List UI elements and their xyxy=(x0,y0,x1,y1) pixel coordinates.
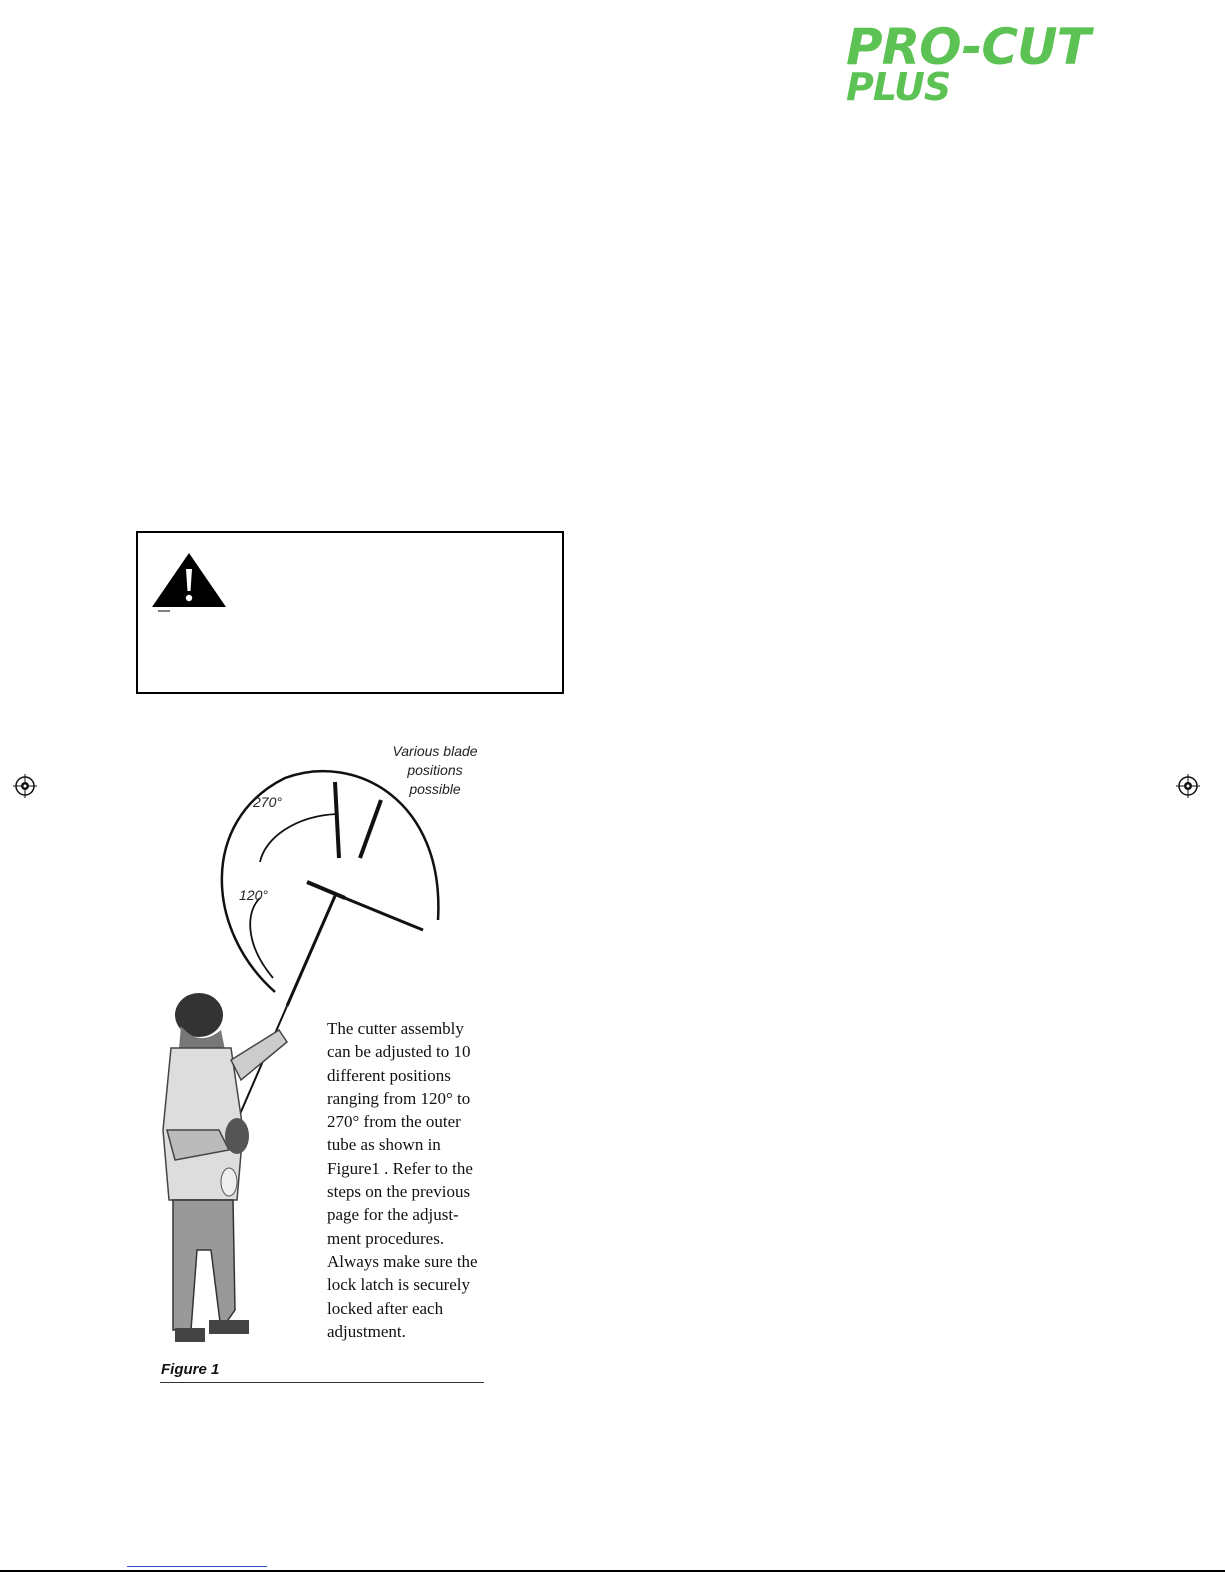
caption-line: lock latch is securely xyxy=(327,1275,471,1295)
footer-link-underline xyxy=(127,1566,267,1567)
caption-line: Figure1 . Refer to the xyxy=(327,1158,473,1178)
page-bottom-rule xyxy=(0,1570,1225,1572)
warning-triangle-icon xyxy=(150,549,228,615)
crosshair-target-icon xyxy=(13,774,37,798)
figure-caption-text xyxy=(327,1017,497,1343)
brand-logo-line2: PLUS xyxy=(846,65,951,109)
figure-label: Figure 1 xyxy=(161,1361,220,1378)
figure-rule xyxy=(160,1382,484,1383)
caption-line: ment procedures. xyxy=(327,1228,445,1248)
caption-line: 270° from the outer xyxy=(327,1112,461,1132)
angle-270-label: 270° xyxy=(253,794,282,810)
blade-positions-annotation: Various blade positions possible xyxy=(392,743,478,797)
caption-line: ranging from 120° to xyxy=(327,1088,471,1108)
caption-line: locked after each xyxy=(327,1298,444,1318)
crosshair-target-icon xyxy=(1176,774,1200,798)
brand-logo xyxy=(846,18,1106,109)
caption-line: steps on the previous xyxy=(327,1182,471,1202)
warning-box xyxy=(136,531,564,694)
caption-line: page for the adjust- xyxy=(327,1205,459,1225)
caption-line: The cutter assembly xyxy=(327,1019,464,1038)
figure-1 xyxy=(155,730,505,1410)
caption-line: different positions xyxy=(327,1065,451,1085)
caption-line: adjustment. xyxy=(327,1321,406,1341)
caption-line: can be adjusted to 10 xyxy=(327,1042,471,1062)
caption-line: tube as shown in xyxy=(327,1135,441,1155)
angle-120-label: 120° xyxy=(239,887,268,903)
caption-line: Always make sure the xyxy=(327,1251,478,1271)
brand-logo-line1: PRO-CUT xyxy=(846,18,1090,76)
